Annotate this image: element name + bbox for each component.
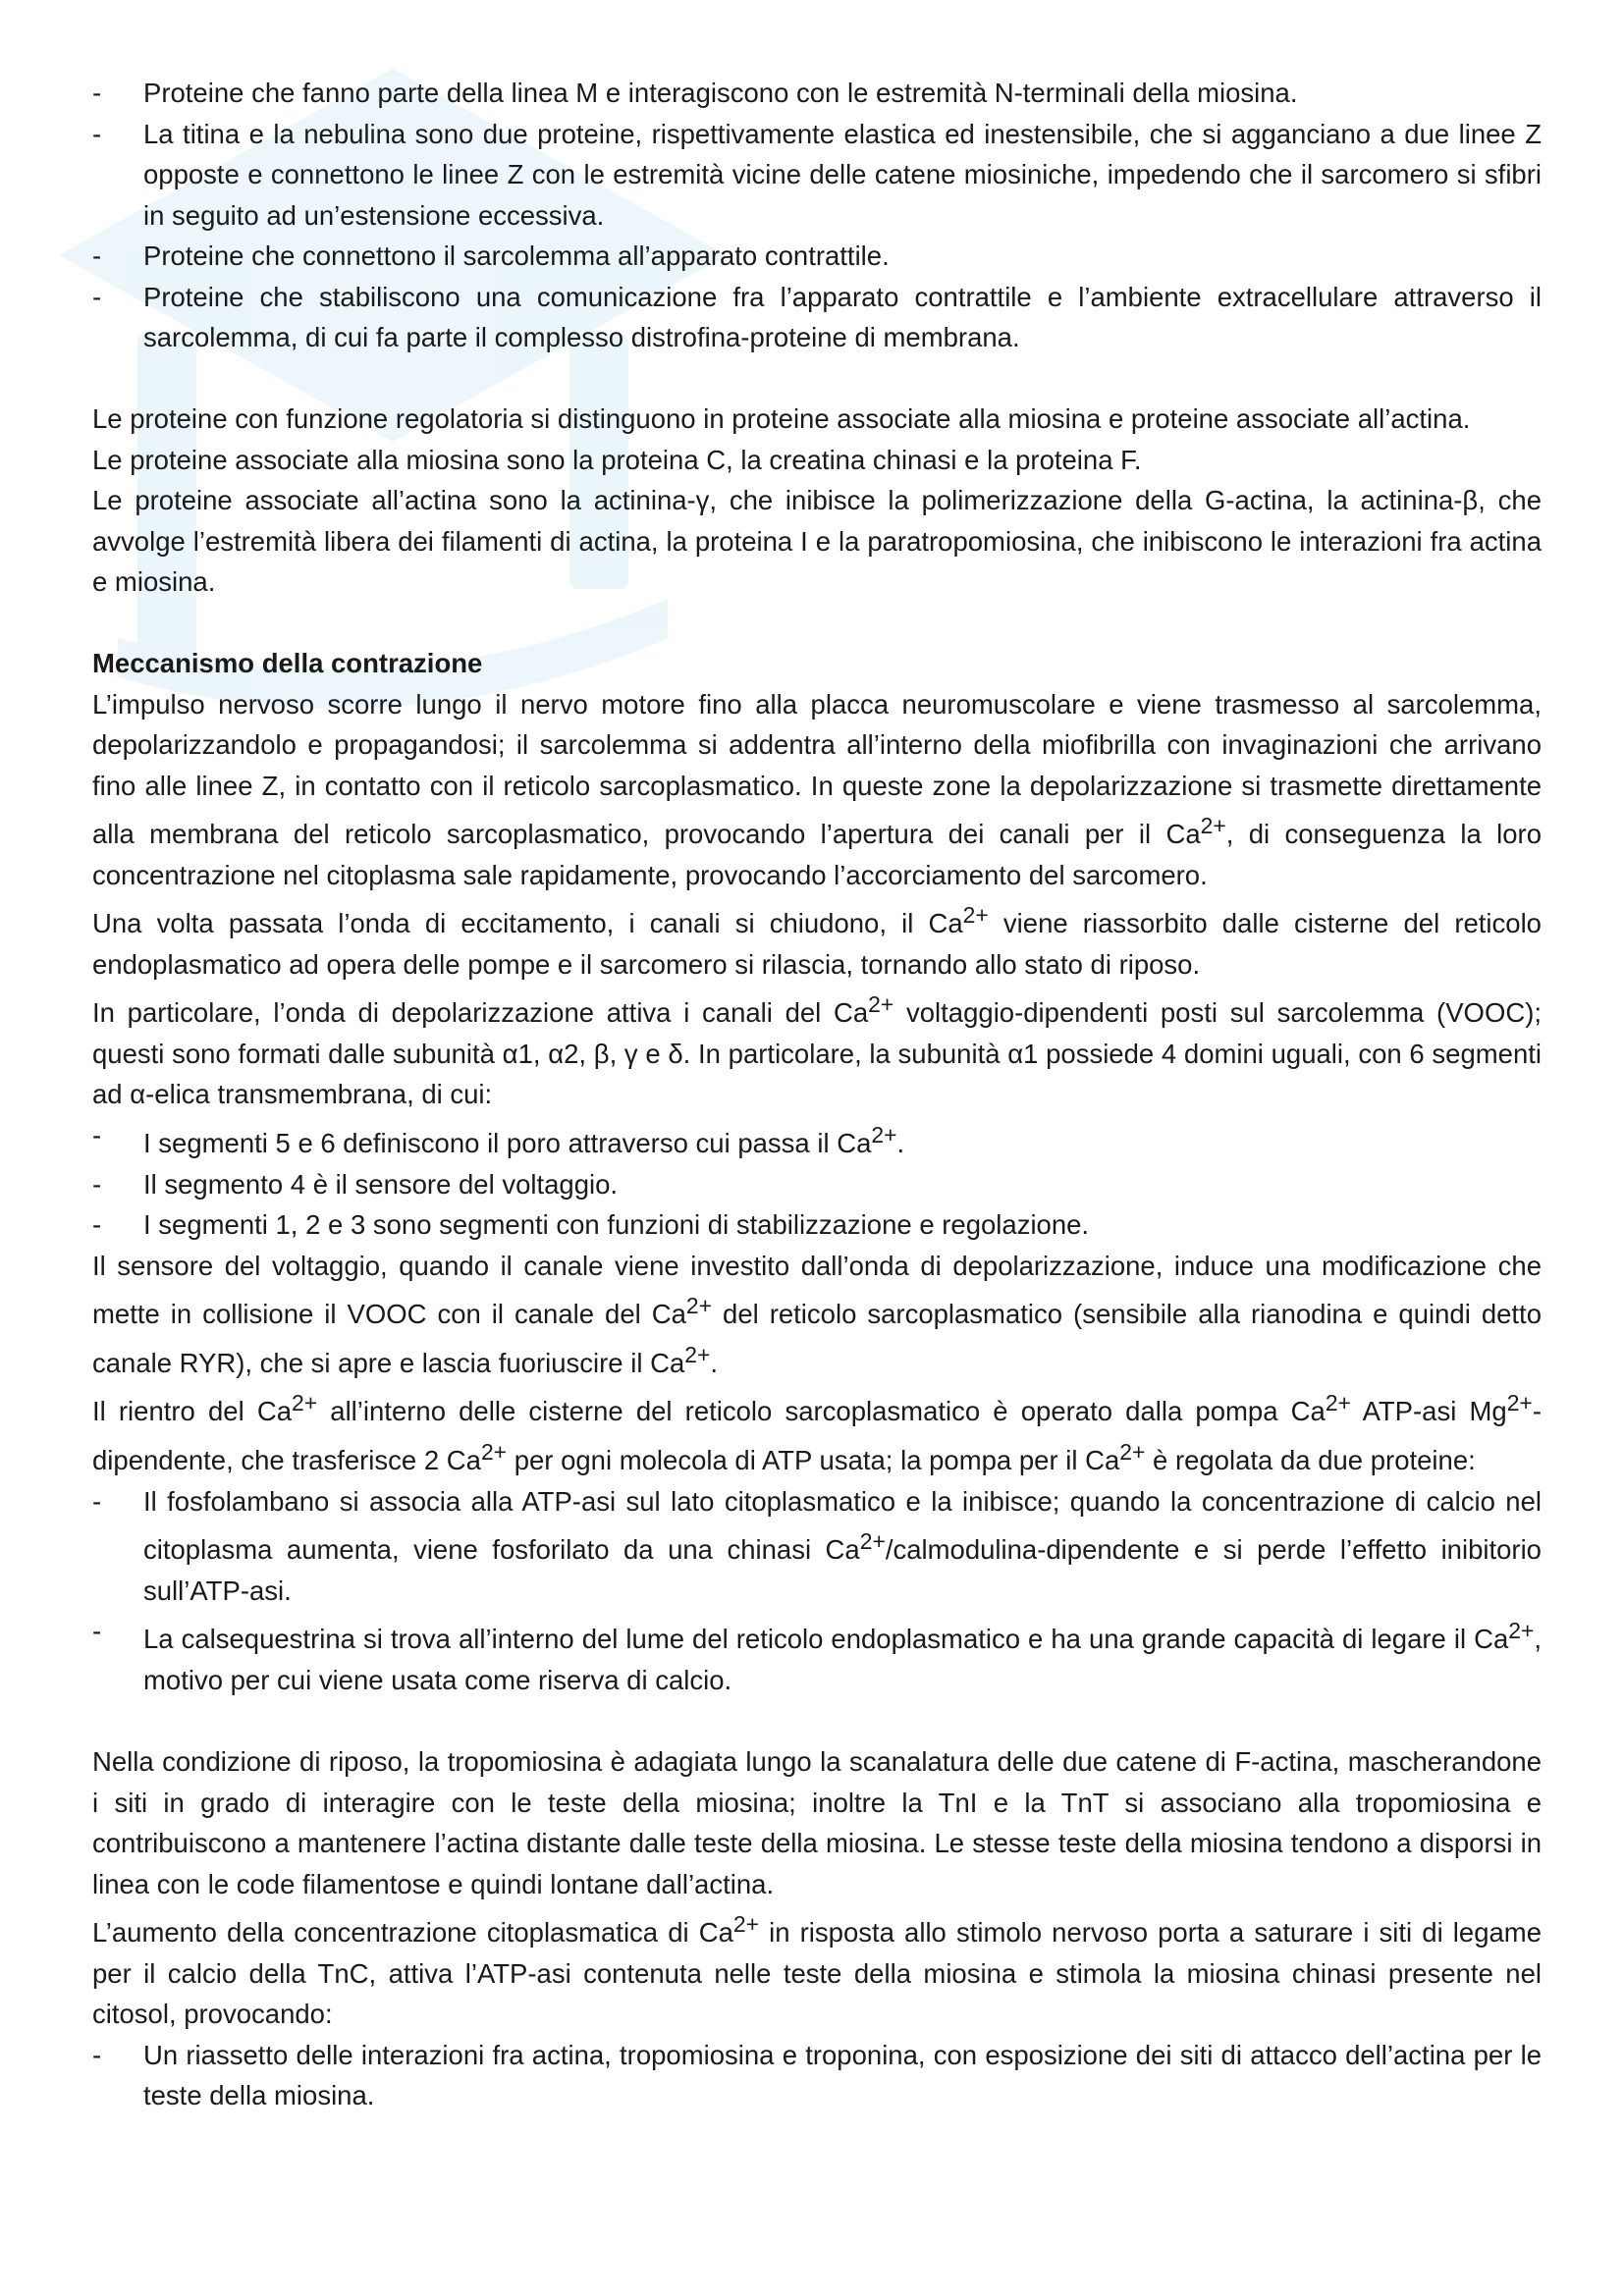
- paragraph-relaxation: Una volta passata l’onda di eccitamento, i canali si chiudono, il $Ca^{2+}$ viene riassorbito dalle cisterne del reticolo endoplasmatico ad opera delle pompe e il sarcomero si rilascia, tornando allo stato di riposo.: [92, 902, 1542, 980]
- paragraph-calcium-increase: L’aumento della concentrazione citoplasmatica di $Ca^{2+}$ in risposta allo stimolo nervoso porta a saturare i siti di legame per il calcio della TnC, attiva l’ATP-asi contenuta nelle teste della miosina e stimola la miosina chinasi presente nel citosol, provocando:: [92, 1911, 1542, 2030]
- paragraph-spacer: [92, 358, 1542, 400]
- list-item: - Proteine che fanno parte della linea M e interagiscono con le estremità N-terminali della miosina.: [92, 73, 1542, 114]
- paragraph-spacer: [92, 1701, 1542, 1742]
- pump-regulator-list: [92, 1481, 1542, 1701]
- paragraph-calcium-pump: Il rientro del $Ca^{2+}$ all’interno delle cisterne del reticolo sarcoplasmatico è operato dalla pompa $Ca^{2+}$ ATP-asi $Mg^{2+}$-dipendente, che trasferisce 2 $Ca^{2+}$ per ogni molecola di ATP usata; la pompa per il $Ca^{2+}$ è regolata da due proteine:: [92, 1390, 1542, 1476]
- document-page: [92, 73, 1542, 2116]
- paragraph-voltage-sensor: Il sensore del voltaggio, quando il canale viene investito dall’onda di depolarizzazione, induce una modificazione che mette in collisione il VOOC con il canale del $Ca^{2+}$ del reticolo sarcoplasmatico (sensibile alla rianodina e quindi detto canale RYR), che si apre e lascia fuoriuscire il $Ca^{2+}$.: [92, 1250, 1542, 1378]
- section-heading: Meccanismo della contrazione: [92, 648, 483, 678]
- list-item: - I segmenti 1, 2 e 3 sono segmenti con funzioni di stabilizzazione e regolazione.: [92, 1204, 1542, 1246]
- paragraph-actin-proteins: Le proteine associate all’actina sono la actinina-γ, che inibisce la polimerizzazione della G-actina, la actinina-β, che avvolge l’estremità libera dei filamenti di actina, la proteina I e la paratropomiosina, che inibiscono le interazioni fra actina e miosina.: [92, 485, 1542, 597]
- list-item: - La titina e la nebulina sono due proteine, rispettivamente elastica ed inestensibile, che si agganciano a due linee Z opposte e connettono le linee Z con le estremità vicine delle catene miosiniche, impedendo che il sarcomero si sfibri in seguito ad un’estensione eccessiva.: [92, 114, 1542, 237]
- paragraph-resting-state: Nella condizione di riposo, la tropomiosina è adagiata lungo la scanalatura delle due catene di F-actina, mascherandone i siti in grado di interagire con le teste della miosina; inoltre la TnI e la TnT si associano alla tropomiosina e contribuiscono a mantenere l’actina distante dalle teste della miosina. Le stesse teste della miosina tendono a disporsi in linea con le code filamentose e quindi lontane dall’actina.: [92, 1746, 1542, 1899]
- effects-list: [92, 2035, 1542, 2116]
- list-item: - I segmenti 5 e 6 definiscono il poro attraverso cui passa il $Ca^{2+}$.: [92, 1115, 1542, 1164]
- paragraph-regulatory-proteins: Le proteine con funzione regolatoria si distinguono in proteine associate alla miosina e proteine associate all’actina.: [92, 403, 1471, 434]
- protein-list-structural: [92, 73, 1542, 358]
- paragraph-myosin-proteins: Le proteine associate alla miosina sono la proteina C, la creatina chinasi e la proteina F.: [92, 444, 1142, 475]
- list-item: - Proteine che connettono il sarcolemma all’apparato contrattile.: [92, 236, 1542, 277]
- paragraph-vooc-channels: In particolare, l’onda di depolarizzazione attiva i canali del $Ca^{2+}$ voltaggio-dipendenti posti sul sarcolemma (VOOC); questi sono formati dalle subunità α1, α2, β, γ e δ. In particolare, la subunità α1 possiede 4 domini uguali, con 6 segmenti ad α-elica transmembrana, di cui:: [92, 991, 1542, 1110]
- paragraph-spacer: [92, 603, 1542, 644]
- list-item: - Il fosfolambano si associa alla ATP-asi sul lato citoplasmatico e la inibisce; quando la concentrazione di calcio nel citoplasma aumenta, viene fosforilato da una chinasi $Ca^{2+}/calmodulina$-dipendente e si perde l’effetto inibitorio sull’ATP-asi.: [92, 1481, 1542, 1612]
- list-item: - La calsequestrina si trova all’interno del lume del reticolo endoplasmatico e ha una grande capacità di legare il $Ca^{2+}$, motivo per cui viene usata come riserva di calcio.: [92, 1611, 1542, 1700]
- list-item: - Il segmento 4 è il sensore del voltaggio.: [92, 1164, 1542, 1205]
- list-item: - Proteine che stabiliscono una comunicazione fra l’apparato contrattile e l’ambiente extracellulare attraverso il sarcolemma, di cui fa parte il complesso distrofina-proteine di membrana.: [92, 277, 1542, 358]
- paragraph-nerve-impulse: L’impulso nervoso scorre lungo il nervo motore fino alla placca neuromuscolare e viene trasmesso al sarcolemma, depolarizzandolo e propagandosi; il sarcolemma si addentra all’interno della miofibrilla con invaginazioni che arrivano fino alle linee Z, in contatto con il reticolo sarcoplasmatico. In queste zone la depolarizzazione si trasmette direttamente alla membrana del reticolo sarcoplasmatico, provocando l’apertura dei canali per il $Ca^{2+}$, di conseguenza la loro concentrazione nel citoplasma sale rapidamente, provocando l’accorciamento del sarcomero.: [92, 688, 1543, 890]
- list-item: - Un riassetto delle interazioni fra actina, tropomiosina e troponina, con esposizione dei siti di attacco dell’actina per le teste della miosina.: [92, 2035, 1542, 2116]
- segment-list: [92, 1115, 1542, 1246]
